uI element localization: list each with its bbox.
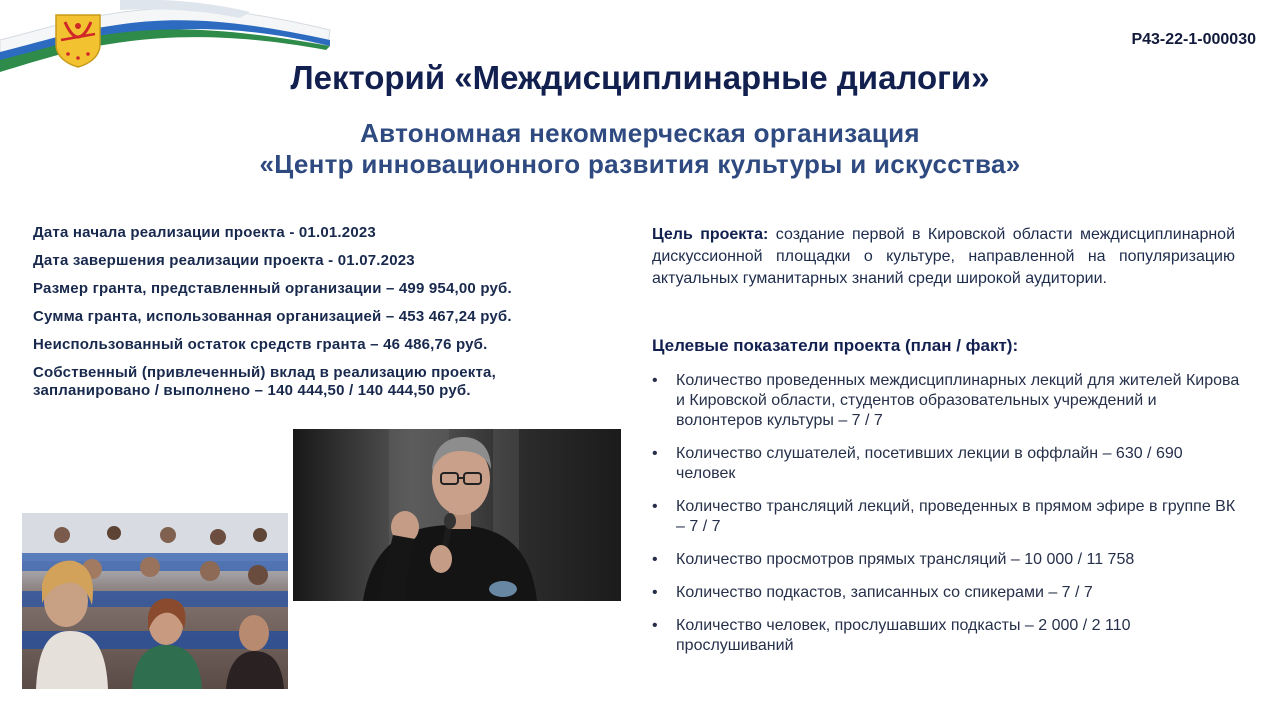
bullet-icon: • [652, 498, 658, 515]
indicator-text: Количество подкастов, записанных со спикерами – 7 / 7 [676, 584, 1093, 601]
list-item [652, 371, 1242, 431]
speaker-illustration [293, 429, 621, 601]
list-item [652, 616, 1242, 656]
org-name-line2: «Центр инновационного развития культуры и искусства» [259, 149, 1021, 179]
list-item [652, 444, 1242, 484]
speaker-photo [293, 429, 621, 601]
indicator-text: Количество слушателей, посетивших лекции в оффлайн – 630 / 690 человек [676, 445, 1183, 482]
fact-own-contribution-values: запланировано / выполнено – 140 444,50 / 140 444,50 руб. [33, 382, 471, 399]
fact-grant-used: Сумма гранта, использованная организацией – 453 467,24 руб. [33, 308, 512, 325]
list-item [652, 583, 1242, 603]
bullet-icon: • [652, 372, 658, 389]
fact-own-contribution: Собственный (привлеченный) вклад в реализацию проекта, [33, 364, 496, 381]
bullet-icon: • [652, 617, 658, 634]
goal-text: создание первой в Кировской области междисциплинарной дискуссионной площадки о культуре, направленной на популяризацию актуальных гуманитарных знаний среди широкой аудитории. [652, 226, 1236, 287]
bullet-icon: • [652, 551, 658, 568]
indicator-text: Количество просмотров прямых трансляций – 10 000 / 11 758 [676, 551, 1135, 568]
fact-end-date: Дата завершения реализации проекта - 01.07.2023 [33, 252, 415, 269]
bullet-icon: • [652, 445, 658, 462]
registration-code: Р43-22-1-000030 [1131, 31, 1256, 48]
fact-start-date: Дата начала реализации проекта - 01.01.2023 [33, 224, 376, 241]
indicators-title: Целевые показатели проекта (план / факт): [652, 336, 1019, 355]
indicator-text: Количество проведенных междисциплинарных лекций для жителей Кирова и Кировской области, студентов образовательных учреждений и волонтеров культуры – 7 / 7 [676, 372, 1240, 429]
audience-illustration [22, 513, 288, 689]
project-facts [33, 224, 633, 410]
goal-label: Цель проекта: [652, 226, 769, 243]
audience-photo [22, 513, 288, 689]
list-item [652, 497, 1242, 537]
fact-grant-size: Размер гранта, представленный организации – 499 954,00 руб. [33, 280, 512, 297]
list-item [652, 550, 1242, 570]
indicator-text: Количество трансляций лекций, проведенных в прямом эфире в группе ВК – 7 / 7 [676, 498, 1236, 535]
bullet-icon: • [652, 584, 658, 601]
project-goal [652, 224, 1235, 290]
indicator-text: Количество человек, прослушавших подкасты – 2 000 / 2 110 прослушиваний [676, 617, 1131, 654]
fact-grant-remaining: Неиспользованный остаток средств гранта – 46 486,76 руб. [33, 336, 488, 353]
indicators-list [652, 371, 1242, 669]
page-title: Лекторий «Междисциплинарные диалоги» [290, 59, 990, 96]
org-name-line1: Автономная некоммерческая организация [360, 118, 920, 148]
